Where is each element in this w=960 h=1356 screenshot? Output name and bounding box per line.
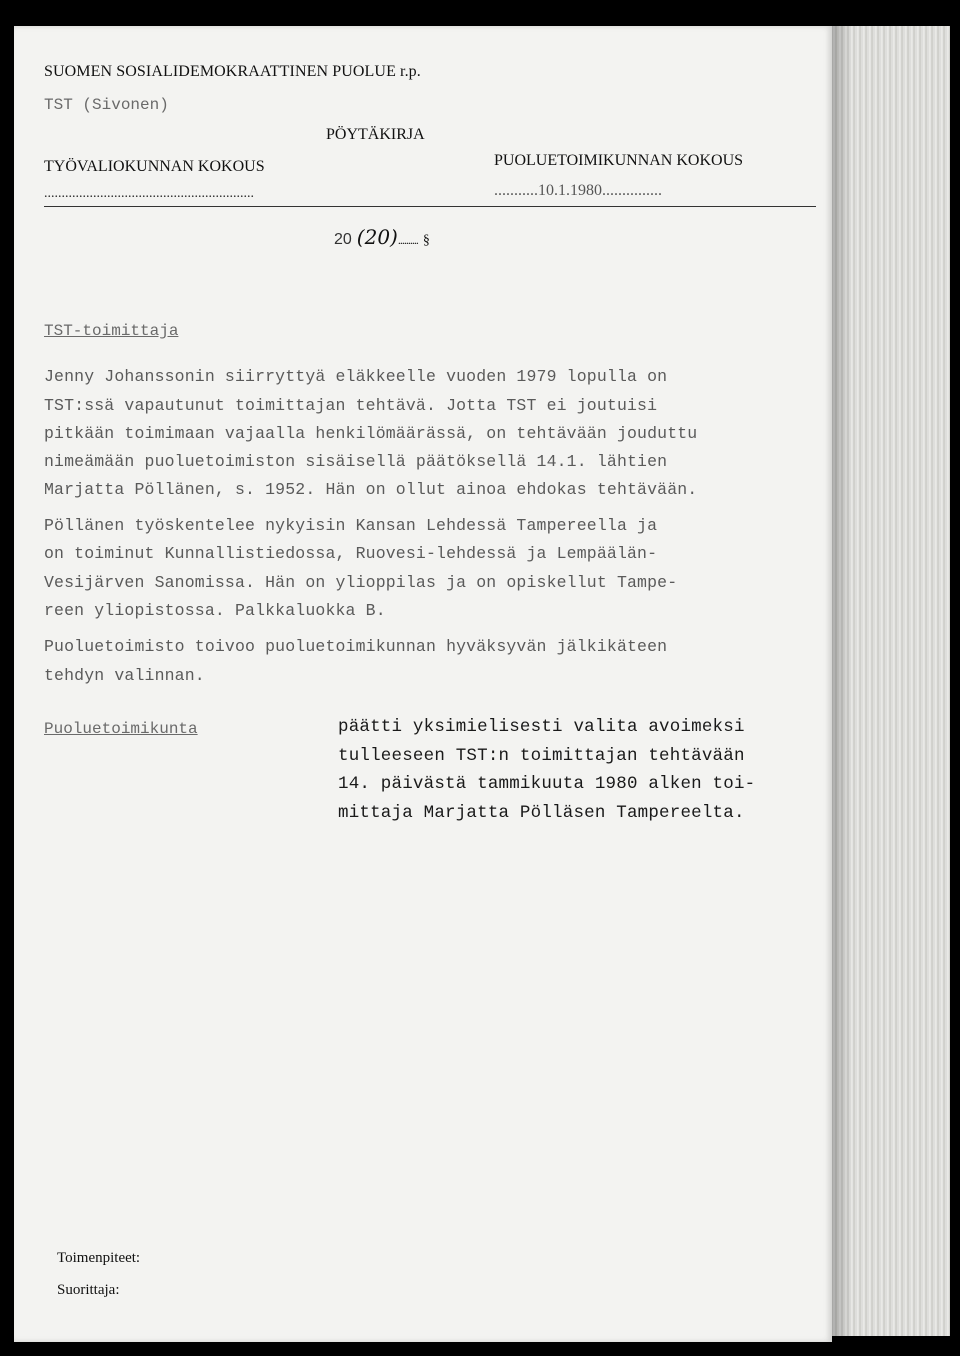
body-line: on toiminut Kunnallistiedossa, Ruovesi-lehdessä ja Lempäälän- <box>44 544 658 563</box>
body-line: tehdyn valinnan. <box>44 666 205 685</box>
body-line: Puoluetoimisto toivoo puoluetoimikunnan hyväksyvän jälkikäteen <box>44 637 668 656</box>
actions-label: Toimenpiteet: <box>57 1250 141 1266</box>
decision-line: 14. päivästä tammikuuta 1980 alken toi- <box>338 774 756 794</box>
body-line: TST:ssä vapautunut toimittajan tehtävä. Jotta TST ei joutuisi <box>44 396 658 415</box>
body-line: Jenny Johanssonin siirryttyä eläkkeelle vuoden 1979 lopulla on <box>44 367 668 386</box>
document-type: PÖYTÄKIRJA <box>326 126 425 143</box>
body-line: reen yliopistossa. Palkkaluokka B. <box>44 601 386 620</box>
section-dots: .......... <box>397 233 418 247</box>
section-symbol: § <box>422 233 430 248</box>
body-line: Pöllänen työskentelee nykyisin Kansan Lehdessä Tampereella ja <box>44 516 658 535</box>
decision-line: mittaja Marjatta Pölläsen Tampereelta. <box>338 803 745 823</box>
organization-name: SUOMEN SOSIALIDEMOKRAATTINEN PUOLUE r.p. <box>44 63 421 80</box>
binder-shadow <box>832 26 852 1336</box>
decision-line: tulleeseen TST:n toimittajan tehtävään <box>338 746 745 766</box>
body-line: Vesijärven Sanomissa. Hän on ylioppilas ja on opiskellut Tampe- <box>44 573 678 592</box>
body-line: nimeämään puoluetoimiston sisäisellä päätöksellä 14.1. lähtien <box>44 452 668 471</box>
section-number <box>334 225 430 250</box>
meeting-type-right: PUOLUETOIMIKUNNAN KOKOUS <box>494 152 744 169</box>
meeting-left-dotted-line: ............................................................ <box>44 186 254 201</box>
body-line: pitkään toimimaan vajaalla henkilömäärässä, on tehtävään jouduttu <box>44 424 698 443</box>
meeting-type-left: TYÖVALIOKUNNAN KOKOUS <box>44 158 265 175</box>
section-typed-number: 20 <box>334 231 352 248</box>
section-handwritten-number: (20) <box>356 225 398 249</box>
body-line: Marjatta Pöllänen, s. 1952. Hän on ollut ainoa ehdokas tehtävään. <box>44 480 698 499</box>
subject-heading: TST-toimittaja <box>44 322 179 340</box>
header-rule <box>44 206 816 207</box>
decision-body-label: Puoluetoimikunta <box>44 720 198 738</box>
author: TST (Sivonen) <box>44 96 169 114</box>
decision-line: päätti yksimielisesti valita avoimeksi <box>338 717 745 737</box>
meeting-date: ...........10.1.1980............... <box>494 182 662 199</box>
executor-label: Suorittaja: <box>57 1282 120 1298</box>
